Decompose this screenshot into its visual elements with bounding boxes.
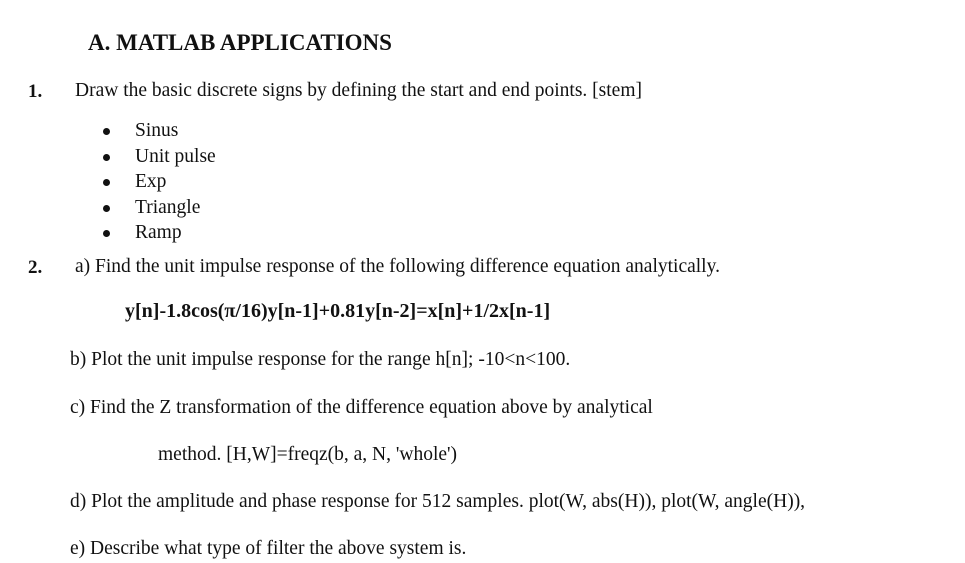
question-2-part-a: a) Find the unit impulse response of the following difference equation analytically. <box>75 256 720 277</box>
question-2-part-b: b) Plot the unit impulse response for the range h[n]; -10<n<100. <box>70 349 571 370</box>
question-2-part-d: d) Plot the amplitude and phase response for 512 samples. plot(W, abs(H)), plot(W, angle(H)), <box>70 491 806 512</box>
question-2-part-c: c) Find the Z transformation of the difference equation above by analytical <box>70 397 653 418</box>
question-1-number: 1. <box>28 81 43 102</box>
question-1-text: Draw the basic discrete signs by defining the start and end points. [stem] <box>75 80 642 101</box>
bullet-icon <box>103 205 110 212</box>
bullet-icon <box>103 154 110 161</box>
difference-equation: y[n]-1.8cos(π/16)y[n-1]+0.81y[n-2]=x[n]+1/2x[n-1] <box>125 300 551 322</box>
question-2-part-c-method: method. [H,W]=freqz(b, a, N, 'whole') <box>158 444 458 465</box>
question-2-part-e: e) Describe what type of filter the above system is. <box>70 538 467 559</box>
bullet-icon <box>103 230 110 237</box>
bullet-icon <box>103 179 110 186</box>
bullet-icon <box>103 128 110 135</box>
section-title: A. MATLAB APPLICATIONS <box>88 30 392 55</box>
question-2-number: 2. <box>28 257 43 278</box>
